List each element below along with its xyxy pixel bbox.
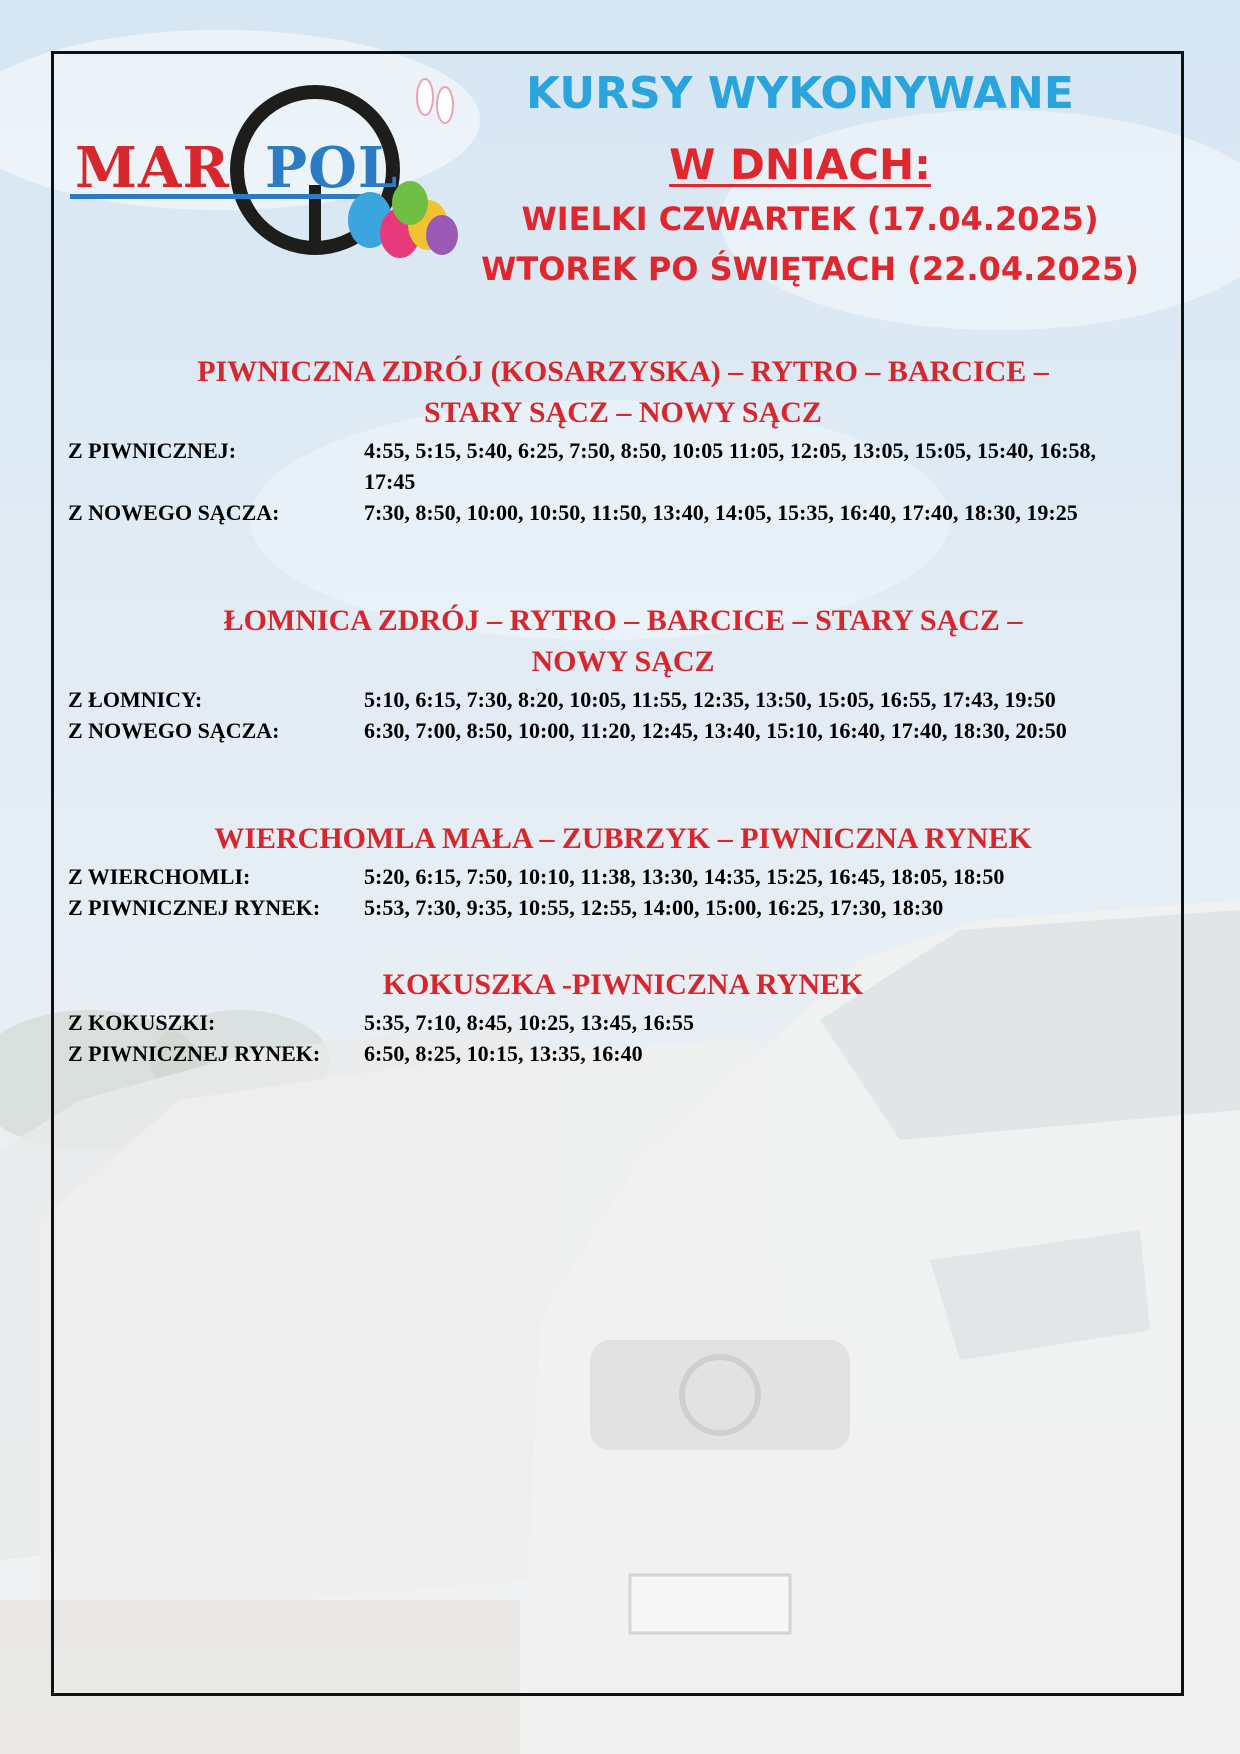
marpol-logo xyxy=(70,75,460,265)
header-line-1: KURSY WYKONYWANE xyxy=(526,68,1074,119)
route-title-line-1: PIWNICZNA ZDRÓJ (KOSARZYSKA) – RYTRO – BARCICE – xyxy=(197,355,1049,388)
departure-label: Z NOWEGO SĄCZA: xyxy=(68,500,280,525)
schedule-row xyxy=(68,684,1178,715)
departure-label: Z ŁOMNICY: xyxy=(68,687,203,712)
departure-times: 6:30, 7:00, 8:50, 10:00, 11:20, 12:45, 13:40, 15:10, 16:40, 17:40, 18:30, 20:50 xyxy=(364,718,1067,743)
departure-times: 6:50, 8:25, 10:15, 13:35, 16:40 xyxy=(364,1041,643,1066)
route-title-line-1: KOKUSZKA -PIWNICZNA RYNEK xyxy=(382,968,864,1001)
departure-times: 5:10, 6:15, 7:30, 8:20, 10:05, 11:55, 12:35, 13:50, 15:05, 16:55, 17:43, 19:50 xyxy=(364,687,1056,712)
header-line-3: WIELKI CZWARTEK (17.04.2025) xyxy=(521,200,1099,238)
schedule-row xyxy=(68,1038,1178,1069)
departure-times: 5:53, 7:30, 9:35, 10:55, 12:55, 14:00, 15:00, 16:25, 17:30, 18:30 xyxy=(364,895,944,920)
departure-times: 5:35, 7:10, 8:45, 10:25, 13:45, 16:55 xyxy=(364,1010,694,1035)
schedule-row xyxy=(68,715,1178,746)
route-title xyxy=(68,351,1178,433)
departure-label: Z WIERCHOMLI: xyxy=(68,864,251,889)
route-title-line-1: WIERCHOMLA MAŁA – ZUBRZYK – PIWNICZNA RYNEK xyxy=(214,822,1032,855)
departure-times: 4:55, 5:15, 5:40, 6:25, 7:50, 8:50, 10:05 11:05, 12:05, 13:05, 15:05, 15:40, 16:58, 17:45 xyxy=(364,438,1097,494)
header-line-2: W DNIACH: xyxy=(669,140,931,189)
schedule-row xyxy=(68,892,1178,923)
departure-label: Z KOKUSZKI: xyxy=(68,1010,216,1035)
route-title xyxy=(68,600,1178,682)
departure-times: 5:20, 6:15, 7:50, 10:10, 11:38, 13:30, 14:35, 15:25, 16:45, 18:05, 18:50 xyxy=(364,864,1005,889)
logo-text-mar: MAR xyxy=(75,135,230,201)
header-line-4: WTOREK PO ŚWIĘTACH (22.04.2025) xyxy=(481,250,1139,288)
route-title-line-2: STARY SĄCZ – NOWY SĄCZ xyxy=(424,396,822,429)
route-lomnica xyxy=(68,600,1178,746)
route-piwniczna xyxy=(68,351,1178,528)
schedule-row xyxy=(68,497,1178,528)
departure-times: 7:30, 8:50, 10:00, 10:50, 11:50, 13:40, 14:05, 15:35, 16:40, 17:40, 18:30, 19:25 xyxy=(364,500,1078,525)
route-title-line-2: NOWY SĄCZ xyxy=(531,645,715,678)
schedule-row xyxy=(68,435,1178,497)
route-wierchomla xyxy=(68,818,1178,923)
departure-label: Z PIWNICZNEJ RYNEK: xyxy=(68,1041,321,1066)
route-title xyxy=(68,964,1178,1005)
route-title xyxy=(68,818,1178,859)
route-kokuszka xyxy=(68,964,1178,1069)
route-title-line-1: ŁOMNICA ZDRÓJ – RYTRO – BARCICE – STARY SĄCZ – xyxy=(223,604,1023,637)
schedule-row xyxy=(68,1007,1178,1038)
departure-label: Z NOWEGO SĄCZA: xyxy=(68,718,280,743)
schedule-row xyxy=(68,861,1178,892)
logo-text-pol: POL xyxy=(265,135,399,201)
departure-label: Z PIWNICZNEJ RYNEK: xyxy=(68,895,321,920)
departure-label: Z PIWNICZNEJ: xyxy=(68,438,237,463)
